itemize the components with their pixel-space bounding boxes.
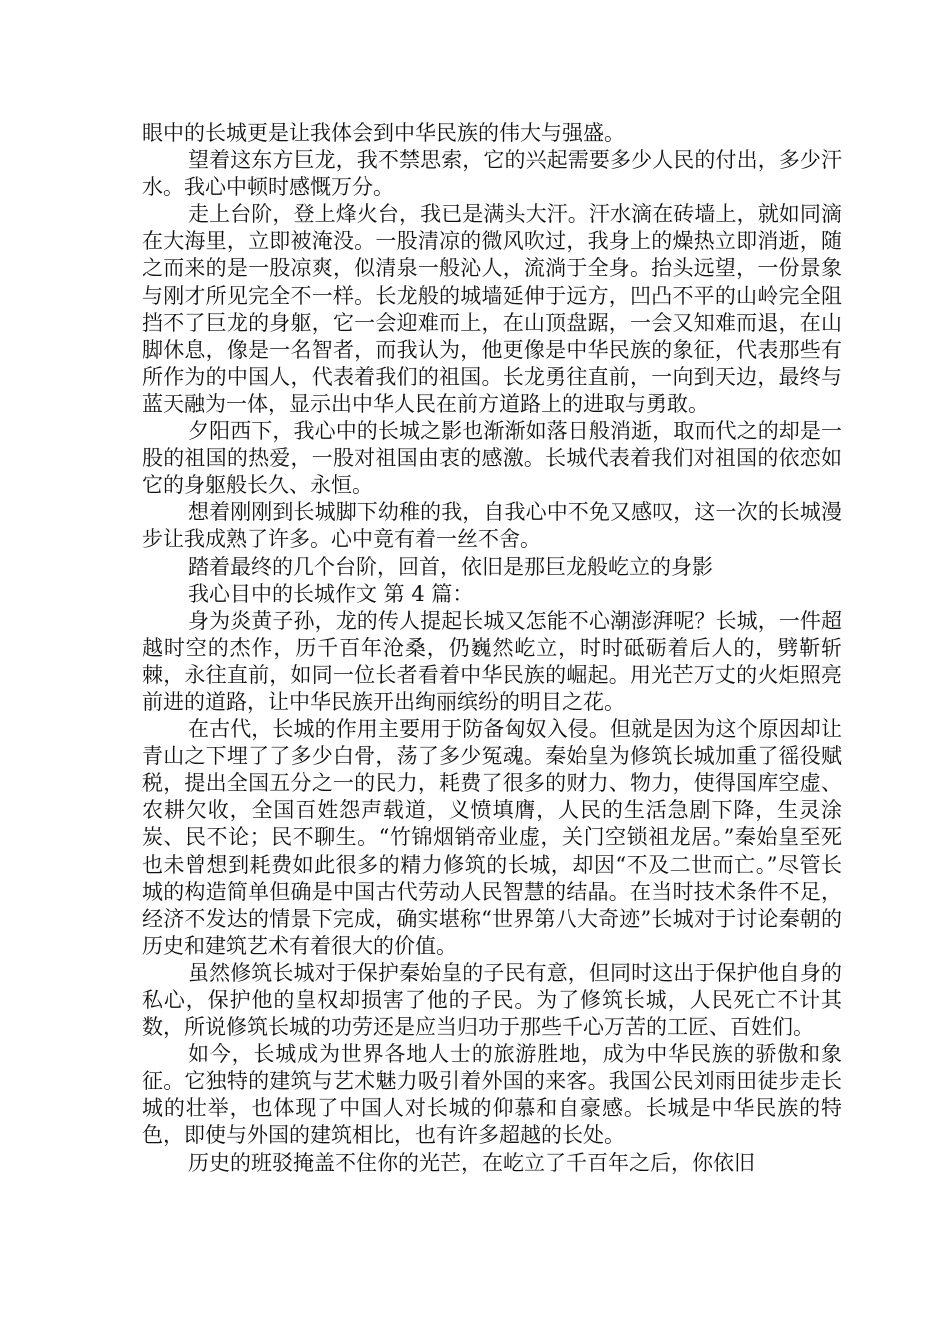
- paragraph: 如今，长城成为世界各地人士的旅游胜地，成为中华民族的骄傲和象征。它独特的建筑与艺术魅力吸引着外国的来客。我国公民刘雨田徒步走长城的壮举，也体现了中国人对长城的仰慕和自豪感。长城是中华民族的特色，即使与外国的建筑相比，也有许多超越的长处。: [142, 1042, 842, 1148]
- paragraph: 历史的班驳掩盖不住你的光芒，在屹立了千百年之后，你依旧: [188, 1150, 755, 1175]
- paragraph: 走上台阶，登上烽火台，我已是满头大汗。汗水滴在砖墙上，就如同滴在大海里，立即被淹没。一股清凉的微风吹过，我身上的燥热立即消逝，随之而来的是一股凉爽，似清泉一般沁人，流淌于全身。抬头远望，一份景象与刚才所见完全不一样。长龙般的城墙延伸于远方，凹凸不平的山岭完全阻挡不了巨龙的身躯，它一会迎难而上，在山顶盘踞，一会又知难而退，在山脚休息，像是一名智者，而我认为，他更像是中华民族的象征，代表那些有所作为的中国人，代表着我们的祖国。长龙勇往直前，一向到天边，最终与蓝天融为一体，显示出中华人民在前方道路上的进取与勇敢。: [142, 202, 842, 416]
- paragraph: 夕阳西下，我心中的长城之影也渐渐如落日般消逝，取而代之的却是一股的祖国的热爱，一股对祖国由衷的感激。长城代表着我们对祖国的依恋如它的身躯般长久、永恒。: [142, 419, 842, 498]
- paragraph-continuation: 眼中的长城更是让我体会到中华民族的伟大与强盛。: [142, 121, 625, 145]
- paragraph: 踏着最终的几个台阶，回首，依旧是那巨龙般屹立的身影: [188, 554, 713, 579]
- paragraph: 虽然修筑长城对于保护秦始皇的子民有意，但同时这出于保护他自身的私心，保护他的皇权却损害了他的子民。为了修筑长城，人民死亡不计其数，所说修筑长城的功劳还是应当归功于那些千心万苦的工匠、百姓们。: [142, 960, 842, 1040]
- paragraph: 望着这东方巨龙，我不禁思索，它的兴起需要多少人民的付出，多少汗水。我心中顿时感慨万分。: [142, 148, 842, 200]
- document-page: [142, 120, 842, 1177]
- paragraph: 身为炎黄子孙，龙的传人提起长城又怎能不心潮澎湃呢？长城，一件超越时空的杰作，历千百年沧桑，仍巍然屹立，时时砥砺着后人的，劈靳斩棘，永往直前，如同一位长者看着中华民族的崛起。用光芒万丈的火炬照亮前进的道路，让中华民族开出绚丽缤纷的明目之花。: [142, 608, 842, 714]
- section-heading: 我心目中的长城作文 第 4 篇：: [188, 581, 474, 606]
- paragraph: 在古代，长城的作用主要用于防备匈奴入侵。但就是因为这个原因却让青山之下埋了了多少白骨，荡了多少冤魂。秦始皇为修筑长城加重了徭役赋税，提出全国五分之一的民力，耗费了很多的财力、物力，使得国库空虚、农耕欠收，全国百姓怨声载道，义愤填膺，人民的生活急剧下降，生灵涂炭、民不论；民不聊生。“竹锦烟销帝业虚，关门空锁祖龙居。”秦始皇至死也未曾想到耗费如此很多的精力修筑的长城，却因“不及二世而亡。”尽管长城的构造简单但确是中国古代劳动人民智慧的结晶。在当时技术条件不足，经济不发达的情景下完成，确实堪称“世界第八大奇迹”长城对于讨论秦朝的历史和建筑艺术有着很大的价值。: [142, 717, 842, 958]
- paragraph: 想着刚刚到长城脚下幼稚的我，自我心中不免又感叹，这一次的长城漫步让我成熟了许多。心中竟有着一丝不舍。: [142, 500, 842, 552]
